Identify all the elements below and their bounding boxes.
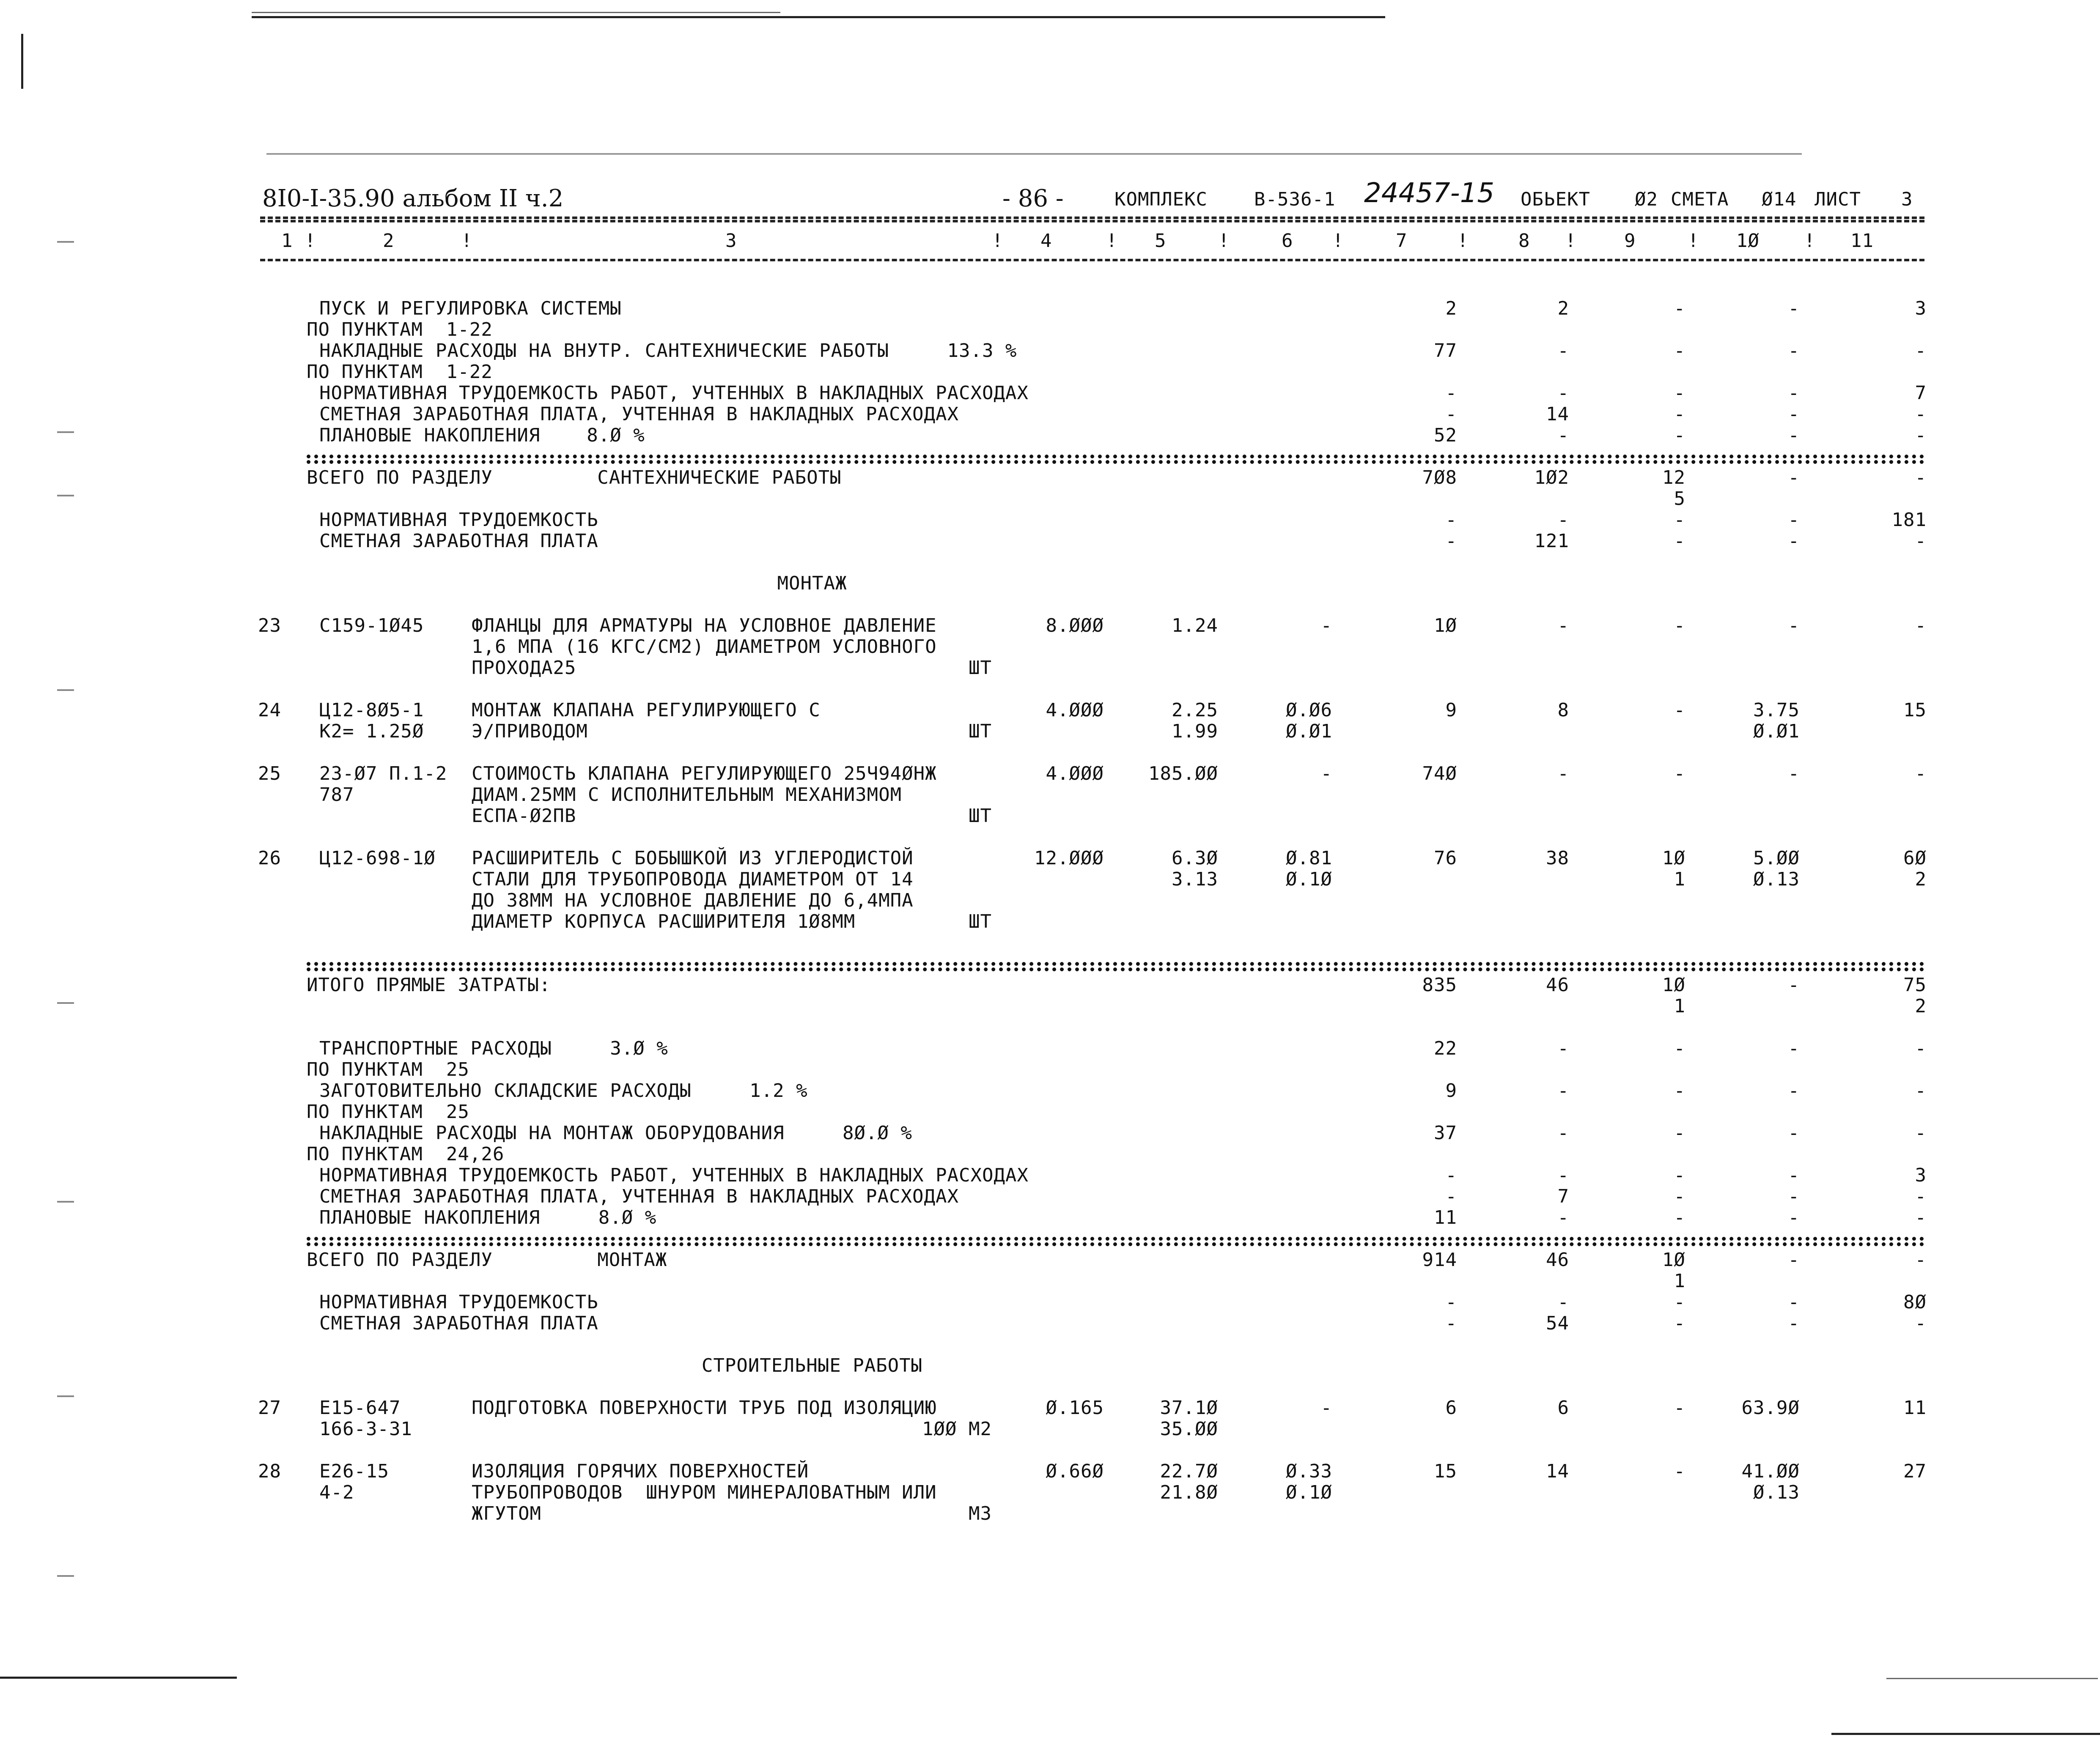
- line-text: ТРАНСПОРТНЫЕ РАСХОДЫ 3.Ø %: [319, 1038, 668, 1059]
- labor-norm: 3.75: [1753, 699, 1800, 721]
- labor-norm: -: [1788, 403, 1800, 425]
- line-text: ПУСК И РЕГУЛИРОВКА СИСТЕМЫ: [319, 298, 622, 319]
- unit-wage: Ø.1Ø: [1286, 869, 1332, 890]
- page-number: - 86 -: [1002, 185, 1064, 212]
- total-wage: 6: [1557, 1397, 1569, 1419]
- work-description: ДИАМЕТР КОРПУСА РАСШИРИТЕЛЯ 1Ø8ММ: [472, 911, 856, 932]
- total-cost: -: [1445, 1291, 1457, 1313]
- total-cost: -: [1445, 509, 1457, 531]
- col-h-sep: !: [1218, 230, 1230, 252]
- work-description: ИЗОЛЯЦИЯ ГОРЯЧИХ ПОВЕРХНОСТЕЙ: [472, 1461, 809, 1482]
- total-wage: 38: [1546, 847, 1569, 869]
- total-cost: 74Ø: [1422, 763, 1457, 784]
- labor-total: 7: [1915, 382, 1927, 404]
- work-description: ПРОХОДА25: [472, 657, 576, 679]
- line-text: ПО ПУНКТАМ 24,26: [307, 1143, 505, 1165]
- line-text: НОРМАТИВНАЯ ТРУДОЕМКОСТЬ РАБОТ, УЧТЕННЫХ В НАКЛАДНЫХ РАСХОДАХ: [319, 1165, 1029, 1186]
- line-text: ВСЕГО ПО РАЗДЕЛУ МОНТАЖ: [307, 1249, 667, 1271]
- total-wage: 14: [1546, 1461, 1569, 1482]
- col-h-2: 2: [383, 230, 395, 252]
- margin-tick: [57, 1575, 74, 1577]
- top-edge-line: [252, 16, 1385, 18]
- total-cost: 15: [1434, 1461, 1457, 1482]
- price-code: 787: [319, 784, 354, 806]
- section-separator: [307, 1242, 1924, 1246]
- price-code: Е15-647: [319, 1397, 401, 1419]
- price-code: Ц12-8Ø5-1: [319, 699, 424, 721]
- machine-cost: -: [1674, 403, 1685, 425]
- col-h-sep: !: [992, 230, 1004, 252]
- margin-tick: [57, 495, 74, 496]
- sheet-value: 3: [1901, 189, 1913, 210]
- machine-cost: -: [1674, 1461, 1685, 1482]
- machine-cost: 1: [1674, 1270, 1685, 1292]
- unit-wage: Ø.1Ø: [1286, 1482, 1332, 1503]
- labor-norm: 63.9Ø: [1741, 1397, 1800, 1419]
- section-title: СТРОИТЕЛЬНЫЕ РАБОТЫ: [701, 1355, 923, 1376]
- line-text: СМЕТНАЯ ЗАРАБОТНАЯ ПЛАТА, УЧТЕННАЯ В НАКЛАДНЫХ РАСХОДАХ: [319, 403, 959, 425]
- labor-norm: -: [1788, 1207, 1800, 1228]
- labor-norm: -: [1788, 509, 1800, 531]
- unit-wage: -: [1320, 615, 1332, 636]
- object-label: ОБЬЕКТ: [1521, 189, 1590, 210]
- total-wage: 7: [1557, 1186, 1569, 1207]
- margin-tick: [57, 241, 74, 243]
- total-cost: 2: [1445, 298, 1457, 319]
- work-description: ЖГУТОМ: [472, 1503, 541, 1524]
- labor-norm: -: [1788, 1291, 1800, 1313]
- col-h-sep: !: [1332, 230, 1344, 252]
- header-rule-top: [260, 217, 1924, 219]
- labor-norm: -: [1788, 1038, 1800, 1059]
- item-number: 25: [258, 763, 281, 784]
- col-h-1: 1 !: [281, 230, 316, 252]
- total-cost: -: [1445, 530, 1457, 552]
- machine-cost: -: [1674, 340, 1685, 362]
- sheet-label: ЛИСТ: [1815, 189, 1861, 210]
- machine-cost: -: [1674, 1313, 1685, 1334]
- total-wage: 8: [1557, 699, 1569, 721]
- labor-total: 3: [1915, 1165, 1927, 1186]
- line-text: ПЛАНОВЫЕ НАКОПЛЕНИЯ 8.Ø %: [319, 425, 645, 446]
- price-code: 166-3-31: [319, 1418, 412, 1440]
- total-wage: -: [1557, 1038, 1569, 1059]
- labor-total: -: [1915, 615, 1927, 636]
- line-text: ИТОГО ПРЯМЫЕ ЗАТРАТЫ:: [307, 974, 551, 996]
- labor-total: -: [1915, 403, 1927, 425]
- bottom-edge-line-right: [1831, 1733, 2100, 1735]
- item-number: 27: [258, 1397, 281, 1419]
- line-text: НАКЛАДНЫЕ РАСХОДЫ НА ВНУТР. САНТЕХНИЧЕСКИЕ РАБОТЫ 13.3 %: [319, 340, 1017, 362]
- margin-tick: [57, 431, 74, 433]
- total-wage: 2: [1557, 298, 1569, 319]
- total-wage: 54: [1546, 1313, 1569, 1334]
- header-rule-mid: [260, 220, 1924, 222]
- labor-total: -: [1915, 530, 1927, 552]
- section-separator: [307, 455, 1924, 458]
- margin-tick: [57, 1395, 74, 1397]
- work-description: ДО 38ММ НА УСЛОВНОЕ ДАВЛЕНИЕ ДО 6,4МПА: [472, 890, 914, 911]
- line-text: ПО ПУНКТАМ 1-22: [307, 361, 493, 383]
- total-cost: 9: [1445, 699, 1457, 721]
- total-cost: 11: [1434, 1207, 1457, 1228]
- unit: ШТ: [969, 911, 992, 932]
- total-cost: 77: [1434, 340, 1457, 362]
- labor-norm: Ø.Ø1: [1753, 721, 1800, 742]
- work-description: СТАЛИ ДЛЯ ТРУБОПРОВОДА ДИАМЕТРОМ ОТ 14: [472, 869, 914, 890]
- total-wage: -: [1557, 509, 1569, 531]
- labor-norm: -: [1788, 615, 1800, 636]
- line-text: НОРМАТИВНАЯ ТРУДОЕМКОСТЬ: [319, 509, 598, 531]
- col-h-10: 1Ø: [1736, 230, 1760, 252]
- work-description: Э/ПРИВОДОМ: [472, 721, 588, 742]
- labor-norm: -: [1788, 1165, 1800, 1186]
- section-separator: [307, 967, 1924, 971]
- labor-norm: Ø.13: [1753, 869, 1800, 890]
- object-value: Ø2: [1635, 189, 1658, 210]
- work-description: ФЛАНЦЫ ДЛЯ АРМАТУРЫ НА УСЛОВНОЕ ДАВЛЕНИЕ: [472, 615, 937, 636]
- unit: ШТ: [969, 721, 992, 742]
- col-h-8: 8: [1518, 230, 1530, 252]
- work-description: ТРУБОПРОВОДОВ ШНУРОМ МИНЕРАЛОВАТНЫМ ИЛИ: [472, 1482, 937, 1503]
- total-wage: -: [1557, 763, 1569, 784]
- line-text: СМЕТНАЯ ЗАРАБОТНАЯ ПЛАТА: [319, 530, 598, 552]
- col-h-sep: !: [1688, 230, 1699, 252]
- line-text: ПО ПУНКТАМ 25: [307, 1059, 469, 1080]
- complex-label: КОМПЛЕКС: [1115, 189, 1208, 210]
- machine-cost: -: [1674, 1122, 1685, 1144]
- left-edge-mark: [21, 34, 23, 89]
- labor-total: -: [1915, 763, 1927, 784]
- machine-cost: -: [1674, 298, 1685, 319]
- price-code: С159-1Ø45: [319, 615, 424, 636]
- unit-wage: Ø.81: [1286, 847, 1332, 869]
- col-h-sep: !: [1106, 230, 1118, 252]
- machine-cost: -: [1674, 1186, 1685, 1207]
- unit-wage: -: [1320, 763, 1332, 784]
- quantity: 12.ØØØ: [1034, 847, 1104, 869]
- line-text: СМЕТНАЯ ЗАРАБОТНАЯ ПЛАТА, УЧТЕННАЯ В НАКЛАДНЫХ РАСХОДАХ: [319, 1186, 959, 1207]
- quantity: Ø.66Ø: [1046, 1461, 1104, 1482]
- line-text: ПО ПУНКТАМ 1-22: [307, 319, 493, 340]
- header-rule-bottom: [260, 259, 1924, 261]
- labor-norm: -: [1788, 530, 1800, 552]
- item-number: 26: [258, 847, 281, 869]
- labor-norm: -: [1788, 1249, 1800, 1271]
- labor-norm: -: [1788, 1122, 1800, 1144]
- complex-value: В-536-1: [1254, 189, 1336, 210]
- labor-norm: -: [1788, 1313, 1800, 1334]
- work-description: ПОДГОТОВКА ПОВЕРХНОСТИ ТРУБ ПОД ИЗОЛЯЦИЮ: [472, 1397, 937, 1419]
- work-description: 1,6 МПА (16 КГС/СМ2) ДИАМЕТРОМ УСЛОВНОГО: [472, 636, 937, 658]
- total-cost: 1Ø: [1434, 615, 1457, 636]
- unit: 1ØØ М2: [922, 1418, 992, 1440]
- labor-norm: -: [1788, 974, 1800, 996]
- unit-wage: Ø.Ø1: [1286, 721, 1332, 742]
- col-h-11: 11: [1850, 230, 1874, 252]
- labor-total: 27: [1903, 1461, 1927, 1482]
- labor-total: -: [1915, 1038, 1927, 1059]
- price-code: 4-2: [319, 1482, 354, 1503]
- machine-cost: 5: [1674, 488, 1685, 510]
- labor-norm: -: [1788, 298, 1800, 319]
- labor-total: 15: [1903, 699, 1927, 721]
- unit: ШТ: [969, 657, 992, 679]
- unit-price: 37.1Ø: [1160, 1397, 1218, 1419]
- total-wage: -: [1557, 615, 1569, 636]
- labor-total: -: [1915, 1249, 1927, 1271]
- work-description: СТОИМОСТЬ КЛАПАНА РЕГУЛИРУЮЩЕГО 25Ч94ØНЖ: [472, 763, 937, 784]
- col-h-sep: !: [1565, 230, 1577, 252]
- section-separator: [307, 962, 1924, 966]
- total-wage: 1Ø2: [1534, 467, 1569, 488]
- line-text: ПО ПУНКТАМ 25: [307, 1101, 469, 1123]
- total-cost: -: [1445, 403, 1457, 425]
- total-wage: -: [1557, 1291, 1569, 1313]
- col-h-sep: !: [1457, 230, 1469, 252]
- quantity: 8.ØØØ: [1046, 615, 1104, 636]
- handwritten-number: 24457-15: [1364, 178, 1495, 209]
- labor-total: 75: [1903, 974, 1927, 996]
- machine-cost: 12: [1662, 467, 1685, 488]
- total-wage: -: [1557, 425, 1569, 446]
- machine-cost: -: [1674, 1080, 1685, 1102]
- labor-total: -: [1915, 467, 1927, 488]
- labor-norm: -: [1788, 467, 1800, 488]
- line-text: ПЛАНОВЫЕ НАКОПЛЕНИЯ 8.Ø %: [319, 1207, 657, 1228]
- section-separator: [307, 460, 1924, 464]
- total-wage: -: [1557, 382, 1569, 404]
- bottom-edge-line: [0, 1677, 237, 1679]
- unit-price: 35.ØØ: [1160, 1418, 1218, 1440]
- machine-cost: -: [1674, 530, 1685, 552]
- work-description: РАСШИРИТЕЛЬ С БОБЫШКОЙ ИЗ УГЛЕРОДИСТОЙ: [472, 847, 914, 869]
- unit-price: 21.8Ø: [1160, 1482, 1218, 1503]
- machine-cost: -: [1674, 763, 1685, 784]
- machine-cost: 1: [1674, 869, 1685, 890]
- machine-cost: -: [1674, 509, 1685, 531]
- total-wage: 121: [1534, 530, 1569, 552]
- unit-price: 3.13: [1172, 869, 1218, 890]
- section-title: МОНТАЖ: [777, 573, 847, 594]
- quantity: 4.ØØØ: [1046, 699, 1104, 721]
- total-cost: 7Ø8: [1422, 467, 1457, 488]
- col-h-6: 6: [1282, 230, 1293, 252]
- labor-total: -: [1915, 1313, 1927, 1334]
- col-h-3: 3: [725, 230, 737, 252]
- margin-tick: [57, 1201, 74, 1203]
- labor-total: 2: [1915, 995, 1927, 1017]
- labor-total: -: [1915, 1080, 1927, 1102]
- total-cost: -: [1445, 1313, 1457, 1334]
- labor-norm: -: [1788, 340, 1800, 362]
- quantity: 4.ØØØ: [1046, 763, 1104, 784]
- labor-norm: -: [1788, 382, 1800, 404]
- margin-tick: [57, 1002, 74, 1004]
- total-wage: -: [1557, 1080, 1569, 1102]
- total-cost: 22: [1434, 1038, 1457, 1059]
- labor-total: 2: [1915, 869, 1927, 890]
- labor-norm: 5.ØØ: [1753, 847, 1800, 869]
- total-wage: -: [1557, 1207, 1569, 1228]
- labor-total: -: [1915, 1186, 1927, 1207]
- total-cost: -: [1445, 1165, 1457, 1186]
- unit-price: 1.24: [1172, 615, 1218, 636]
- labor-norm: Ø.13: [1753, 1482, 1800, 1503]
- col-h-4: 4: [1040, 230, 1052, 252]
- unit: М3: [969, 1503, 992, 1524]
- labor-norm: -: [1788, 1186, 1800, 1207]
- smeta-label: СМЕТА: [1671, 189, 1729, 210]
- work-description: МОНТАЖ КЛАПАНА РЕГУЛИРУЮЩЕГО С: [472, 699, 821, 721]
- total-wage: -: [1557, 340, 1569, 362]
- price-code: К2= 1.25Ø: [319, 721, 424, 742]
- top-edge-line-2: [252, 12, 780, 13]
- labor-total: -: [1915, 425, 1927, 446]
- labor-total: 3: [1915, 298, 1927, 319]
- line-text: НОРМАТИВНАЯ ТРУДОЕМКОСТЬ РАБОТ, УЧТЕННЫХ В НАКЛАДНЫХ РАСХОДАХ: [319, 382, 1029, 404]
- col-h-5: 5: [1155, 230, 1167, 252]
- total-wage: 46: [1546, 974, 1569, 996]
- total-cost: 835: [1422, 974, 1457, 996]
- line-text: НАКЛАДНЫЕ РАСХОДЫ НА МОНТАЖ ОБОРУДОВАНИЯ 8Ø.Ø %: [319, 1122, 913, 1144]
- labor-total: 6Ø: [1903, 847, 1927, 869]
- total-wage: 46: [1546, 1249, 1569, 1271]
- line-text: ЗАГОТОВИТЕЛЬНО СКЛАДСКИЕ РАСХОДЫ 1.2 %: [319, 1080, 808, 1102]
- unit-price: 6.3Ø: [1172, 847, 1218, 869]
- col-h-sep: !: [1804, 230, 1816, 252]
- total-cost: 9: [1445, 1080, 1457, 1102]
- total-cost: 76: [1434, 847, 1457, 869]
- unit-price: 22.7Ø: [1160, 1461, 1218, 1482]
- labor-total: 8Ø: [1903, 1291, 1927, 1313]
- col-h-sep: !: [461, 230, 473, 252]
- machine-cost: -: [1674, 1165, 1685, 1186]
- col-h-7: 7: [1396, 230, 1408, 252]
- total-wage: 14: [1546, 403, 1569, 425]
- machine-cost: -: [1674, 382, 1685, 404]
- labor-norm: 41.ØØ: [1741, 1461, 1800, 1482]
- total-cost: 914: [1422, 1249, 1457, 1271]
- machine-cost: 1Ø: [1662, 1249, 1685, 1271]
- labor-total: 181: [1891, 509, 1927, 531]
- top-rule-faint: [266, 153, 1802, 155]
- bottom-edge-line-right-2: [1886, 1678, 2098, 1679]
- line-text: НОРМАТИВНАЯ ТРУДОЕМКОСТЬ: [319, 1291, 598, 1313]
- line-text: СМЕТНАЯ ЗАРАБОТНАЯ ПЛАТА: [319, 1313, 598, 1334]
- price-code: Ц12-698-1Ø: [319, 847, 436, 869]
- machine-cost: -: [1674, 425, 1685, 446]
- machine-cost: -: [1674, 1291, 1685, 1313]
- section-separator: [307, 1237, 1924, 1241]
- total-cost: 52: [1434, 425, 1457, 446]
- work-description: ЕСПА-Ø2ПВ: [472, 805, 576, 827]
- total-cost: 6: [1445, 1397, 1457, 1419]
- machine-cost: -: [1674, 1207, 1685, 1228]
- labor-total: -: [1915, 1207, 1927, 1228]
- item-number: 28: [258, 1461, 281, 1482]
- unit-price: 2.25: [1172, 699, 1218, 721]
- labor-total: -: [1915, 340, 1927, 362]
- labor-norm: -: [1788, 763, 1800, 784]
- unit-price: 1.99: [1172, 721, 1218, 742]
- line-text: ВСЕГО ПО РАЗДЕЛУ САНТЕХНИЧЕСКИЕ РАБОТЫ: [307, 467, 842, 488]
- unit-price: 185.ØØ: [1148, 763, 1218, 784]
- unit-wage: Ø.33: [1286, 1461, 1332, 1482]
- price-code: Е26-15: [319, 1461, 389, 1482]
- total-cost: -: [1445, 382, 1457, 404]
- machine-cost: -: [1674, 615, 1685, 636]
- quantity: Ø.165: [1046, 1397, 1104, 1419]
- item-number: 23: [258, 615, 281, 636]
- total-cost: 37: [1434, 1122, 1457, 1144]
- margin-tick: [57, 689, 74, 691]
- labor-norm: -: [1788, 425, 1800, 446]
- total-cost: -: [1445, 1186, 1457, 1207]
- labor-total: 11: [1903, 1397, 1927, 1419]
- machine-cost: 1: [1674, 995, 1685, 1017]
- unit-wage: Ø.Ø6: [1286, 699, 1332, 721]
- machine-cost: -: [1674, 1397, 1685, 1419]
- price-code: 23-Ø7 П.1-2: [319, 763, 447, 784]
- doc-code: 8I0-I-35.90 альбом II ч.2: [262, 185, 564, 212]
- total-wage: -: [1557, 1122, 1569, 1144]
- labor-total: -: [1915, 1122, 1927, 1144]
- col-h-9: 9: [1624, 230, 1636, 252]
- machine-cost: -: [1674, 699, 1685, 721]
- unit-wage: -: [1320, 1397, 1332, 1419]
- smeta-value: Ø14: [1762, 189, 1797, 210]
- work-description: ДИАМ.25ММ С ИСПОЛНИТЕЛЬНЫМ МЕХАНИЗМОМ: [472, 784, 902, 806]
- total-wage: -: [1557, 1165, 1569, 1186]
- unit: ШТ: [969, 805, 992, 827]
- machine-cost: -: [1674, 1038, 1685, 1059]
- item-number: 24: [258, 699, 281, 721]
- machine-cost: 1Ø: [1662, 974, 1685, 996]
- machine-cost: 1Ø: [1662, 847, 1685, 869]
- labor-norm: -: [1788, 1080, 1800, 1102]
